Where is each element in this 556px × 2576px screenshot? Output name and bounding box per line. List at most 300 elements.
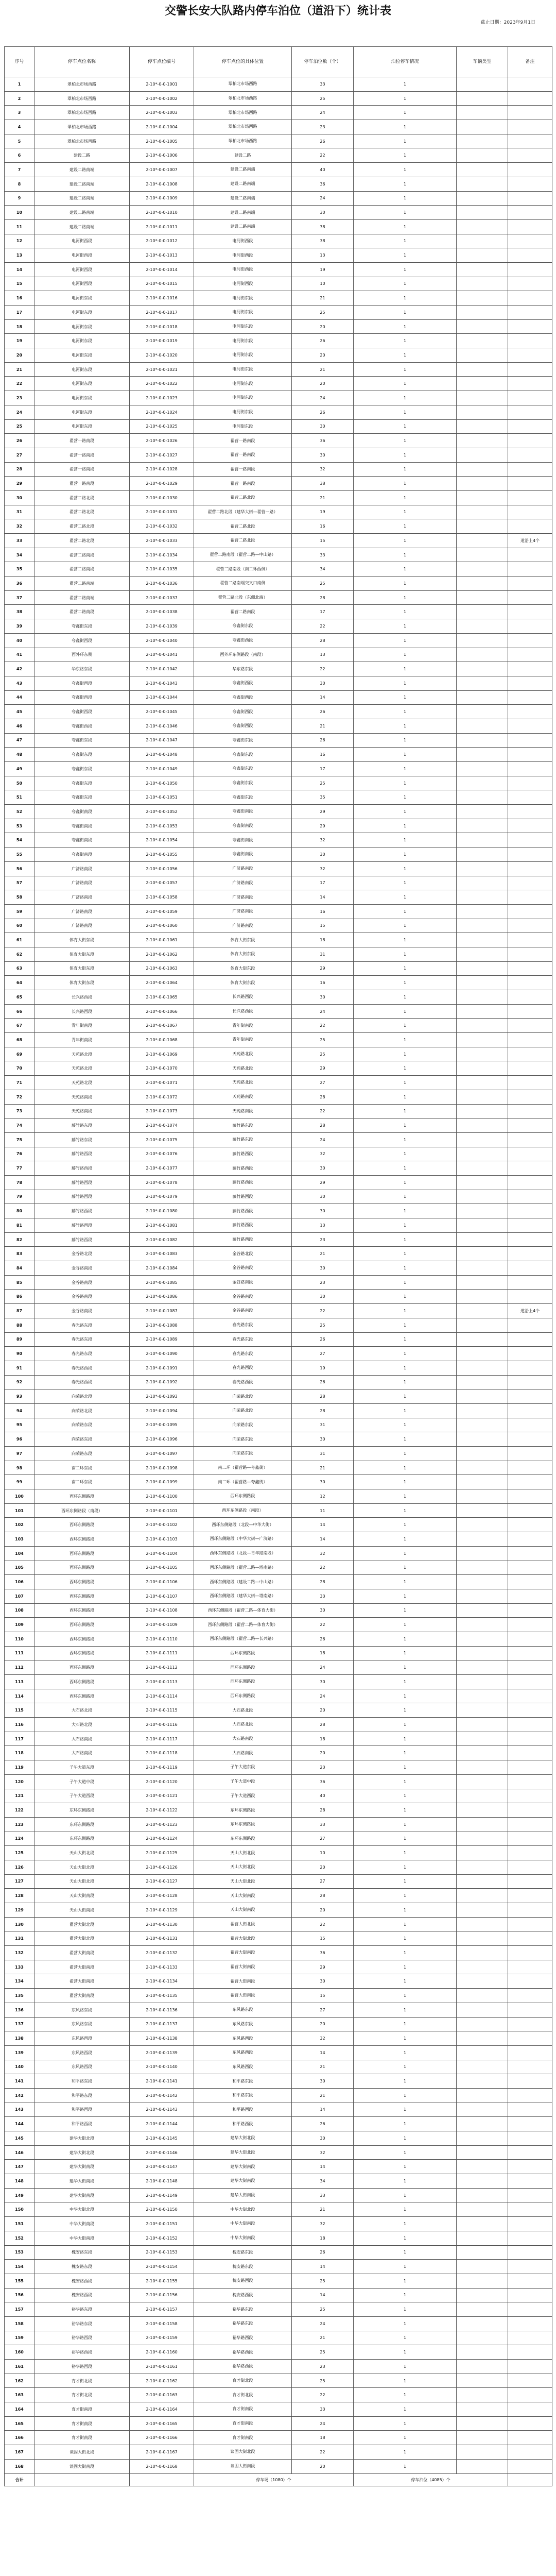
cell-name: 夸鑫街东段 (34, 776, 130, 790)
code-prefix: 2-10*-0-0- (146, 1964, 167, 1970)
cell-location: 东环东侧路段 (194, 1832, 292, 1846)
table-row (5, 762, 552, 776)
code-prefix: 2-10*-0-0- (146, 1180, 167, 1185)
cell-remark (508, 590, 552, 605)
code-prefix: 2-10*-0-0- (146, 1765, 167, 1770)
code-suffix: 1144 (167, 2122, 178, 2127)
code-suffix: 1088 (167, 1323, 178, 1328)
cell-seq: 33 (5, 534, 34, 548)
cell-vehicle (457, 1860, 508, 1874)
cell-status: 1 (354, 1247, 457, 1261)
code-suffix: 1114 (167, 1693, 178, 1699)
code-suffix: 1149 (167, 2193, 178, 2198)
code-prefix: 2-10*-0-0- (146, 1551, 167, 1556)
cell-count: 30 (292, 448, 354, 462)
cell-count: 31 (292, 1418, 354, 1432)
cell-seq: 135 (5, 1989, 34, 2003)
cell-count: 26 (292, 733, 354, 748)
code-suffix: 1123 (167, 1822, 178, 1827)
footer-spots: 停车场（1080）个 (194, 2473, 354, 2486)
cell-seq: 10 (5, 206, 34, 220)
code-prefix: 2-10*-0-0- (146, 2449, 167, 2454)
cell-name: 翟营大街北段 (34, 1931, 130, 1946)
cell-remark (508, 790, 552, 805)
cell-vehicle (457, 876, 508, 890)
cell-seq: 164 (5, 2402, 34, 2417)
code-prefix: 2-10*-0-0- (146, 1137, 167, 1142)
table-row (5, 1389, 552, 1404)
cell-count: 15 (292, 919, 354, 933)
code-suffix: 1087 (167, 1308, 178, 1313)
cell-name: 槐安路西段 (34, 2274, 130, 2288)
cell-location: 西环东侧路段 (194, 1660, 292, 1675)
cell-remark (508, 1503, 552, 1518)
code-suffix: 1078 (167, 1180, 178, 1185)
cell-count: 32 (292, 1546, 354, 1561)
cell-vehicle (457, 577, 508, 591)
cell-seq: 35 (5, 562, 34, 577)
cell-count: 17 (292, 762, 354, 776)
cell-seq: 73 (5, 1104, 34, 1118)
cell-remark (508, 1104, 552, 1118)
cell-count: 15 (292, 1989, 354, 2003)
cell-status: 1 (354, 91, 457, 106)
cell-count: 25 (292, 776, 354, 790)
cell-vehicle (457, 1532, 508, 1547)
cell-code (130, 2131, 194, 2146)
code-prefix: 2-10*-0-0- (146, 253, 167, 258)
cell-vehicle (457, 848, 508, 862)
cell-seq: 116 (5, 1718, 34, 1732)
cell-location: 东环东侧路段 (194, 1817, 292, 1832)
cell-count: 32 (292, 861, 354, 876)
cell-vehicle (457, 662, 508, 676)
cell-count: 30 (292, 1475, 354, 1489)
cell-vehicle (457, 690, 508, 705)
cell-name: 翟营大街南段 (34, 1960, 130, 1974)
cell-vehicle (457, 1432, 508, 1447)
code-prefix: 2-10*-0-0- (146, 110, 167, 115)
cell-location: 中华大街北段 (194, 2202, 292, 2217)
cell-name: 长兴路西段 (34, 990, 130, 1005)
cell-name: 电河街西段 (34, 234, 130, 248)
cell-code (130, 2431, 194, 2445)
cell-vehicle (457, 705, 508, 719)
cell-name: 槐安路东段 (34, 2260, 130, 2274)
cell-remark (508, 819, 552, 833)
cell-location: 东风路西段 (194, 2031, 292, 2046)
code-prefix: 2-10*-0-0- (146, 1066, 167, 1071)
cell-remark (508, 1375, 552, 1389)
cell-status: 1 (354, 662, 457, 676)
code-prefix: 2-10*-0-0- (146, 2207, 167, 2212)
table-row (5, 1903, 552, 1918)
code-suffix: 1147 (167, 2164, 178, 2170)
cell-remark (508, 1703, 552, 1718)
cell-remark (508, 1275, 552, 1290)
cell-code (130, 1860, 194, 1874)
cell-vehicle (457, 1960, 508, 1974)
header-remark: 备注 (508, 47, 552, 77)
cell-remark (508, 1518, 552, 1532)
table-row (5, 1803, 552, 1818)
cell-vehicle (457, 291, 508, 306)
cell-code (130, 519, 194, 534)
cell-vehicle (457, 805, 508, 819)
cell-vehicle (457, 961, 508, 976)
cell-count: 30 (292, 848, 354, 862)
footer-empty (130, 2473, 194, 2486)
cell-vehicle (457, 1689, 508, 1703)
cell-location: 中华大街南段 (194, 2231, 292, 2245)
cell-seq: 6 (5, 148, 34, 163)
cell-name: 天山大街北段 (34, 1846, 130, 1860)
cell-location: 建华大街南段 (194, 2160, 292, 2174)
cell-remark (508, 1832, 552, 1846)
code-prefix: 2-10*-0-0- (146, 809, 167, 814)
code-prefix: 2-10*-0-0- (146, 2107, 167, 2112)
table-row (5, 1774, 552, 1789)
code-suffix: 1155 (167, 2278, 178, 2283)
code-suffix: 1119 (167, 1765, 178, 1770)
table-row (5, 1061, 552, 1076)
cell-location: 电河街东段 (194, 319, 292, 334)
code-suffix: 1079 (167, 1194, 178, 1199)
cell-seq: 124 (5, 1832, 34, 1846)
table-row (5, 2088, 552, 2103)
cell-location: 翟营一路南段 (194, 434, 292, 448)
cell-count: 30 (292, 1290, 354, 1304)
cell-code (130, 1061, 194, 1076)
cell-remark (508, 648, 552, 662)
cell-location: 夸鑫街南段 (194, 848, 292, 862)
cell-vehicle (457, 1304, 508, 1318)
cell-count: 23 (292, 1232, 354, 1247)
cell-remark (508, 705, 552, 719)
table-row (5, 2217, 552, 2231)
cell-seq: 31 (5, 505, 34, 519)
code-prefix: 2-10*-0-0- (146, 623, 167, 629)
cell-status: 1 (354, 2431, 457, 2445)
cell-code (130, 377, 194, 391)
cell-code (130, 2174, 194, 2189)
cell-seq: 157 (5, 2302, 34, 2317)
cell-code (130, 1290, 194, 1304)
cell-vehicle (457, 2131, 508, 2146)
table-row (5, 1675, 552, 1689)
cell-vehicle (457, 1104, 508, 1118)
cell-vehicle (457, 2260, 508, 2274)
cell-remark (508, 262, 552, 277)
cell-seq: 151 (5, 2217, 34, 2231)
code-suffix: 1117 (167, 1736, 178, 1741)
table-row (5, 633, 552, 648)
cell-name: 天苑路北段 (34, 1047, 130, 1061)
cell-count: 16 (292, 519, 354, 534)
cell-location: 向荣路东段 (194, 1447, 292, 1461)
code-suffix: 1038 (167, 609, 178, 615)
cell-status: 1 (354, 2260, 457, 2274)
code-prefix: 2-10*-0-0- (146, 609, 167, 615)
cell-code (130, 1218, 194, 1233)
code-prefix: 2-10*-0-0- (146, 1608, 167, 1613)
cell-seq: 155 (5, 2274, 34, 2288)
cell-name: 夸鑫街东段 (34, 762, 130, 776)
cell-name: 西环东侧路段 (34, 1575, 130, 1589)
code-suffix: 1104 (167, 1551, 178, 1556)
cell-location: 西环东侧路段（翟营二路—塔南路） (194, 1561, 292, 1575)
cell-remark (508, 1603, 552, 1618)
cell-status: 1 (354, 890, 457, 905)
cell-vehicle (457, 2045, 508, 2060)
code-prefix: 2-10*-0-0- (146, 1380, 167, 1385)
cell-remark (508, 861, 552, 876)
cell-vehicle (457, 2074, 508, 2089)
cell-count: 20 (292, 2459, 354, 2473)
cell-seq: 14 (5, 262, 34, 277)
cell-status: 1 (354, 776, 457, 790)
table-row (5, 933, 552, 947)
cell-status: 1 (354, 1746, 457, 1760)
cell-count: 30 (292, 1261, 354, 1276)
cell-code (130, 776, 194, 790)
table-row (5, 1960, 552, 1974)
cell-vehicle (457, 1503, 508, 1518)
cell-name: 东风路西段 (34, 2045, 130, 2060)
cell-status: 1 (354, 1304, 457, 1318)
cell-location: 藤竹路西段 (194, 1204, 292, 1218)
cell-vehicle (457, 1132, 508, 1147)
cell-vehicle (457, 733, 508, 748)
cell-location: 广济路南段 (194, 876, 292, 890)
cell-location: 长兴路西段 (194, 1004, 292, 1019)
cell-name: 春光路西段 (34, 1361, 130, 1375)
code-prefix: 2-10*-0-0- (146, 1294, 167, 1299)
cell-location: 建设二路南端 (194, 191, 292, 206)
cell-status: 1 (354, 833, 457, 848)
cell-code (130, 234, 194, 248)
cell-count: 32 (292, 462, 354, 477)
code-prefix: 2-10*-0-0- (146, 2264, 167, 2269)
code-prefix: 2-10*-0-0- (146, 1280, 167, 1285)
code-prefix: 2-10*-0-0- (146, 1437, 167, 1442)
cell-remark (508, 2174, 552, 2189)
cell-name: 西环东侧路段 (34, 1646, 130, 1660)
table-row (5, 876, 552, 890)
code-suffix: 1125 (167, 1851, 178, 1856)
code-suffix: 1021 (167, 367, 178, 372)
cell-code (130, 1874, 194, 1889)
cell-vehicle (457, 1418, 508, 1432)
code-suffix: 1143 (167, 2107, 178, 2112)
cell-remark (508, 619, 552, 634)
cell-vehicle (457, 1361, 508, 1375)
table-row (5, 1175, 552, 1190)
code-suffix: 1132 (167, 1950, 178, 1955)
cell-vehicle (457, 419, 508, 434)
cell-code (130, 577, 194, 591)
cell-seq: 119 (5, 1760, 34, 1775)
code-suffix: 1089 (167, 1337, 178, 1342)
cell-location: 西环东侧路段 (194, 1675, 292, 1689)
cell-seq: 120 (5, 1774, 34, 1789)
cell-status: 1 (354, 2202, 457, 2217)
cell-remark (508, 1803, 552, 1818)
cell-name: 大石路南段 (34, 1732, 130, 1746)
cell-name: 南二环东段 (34, 1461, 130, 1475)
cell-seq: 98 (5, 1461, 34, 1475)
cell-code (130, 648, 194, 662)
table-row (5, 577, 552, 591)
cell-count: 30 (292, 1603, 354, 1618)
cell-location: 夸鑫街东段 (194, 748, 292, 762)
cell-name: 夸鑫街南段 (34, 848, 130, 862)
code-prefix: 2-10*-0-0- (146, 1580, 167, 1585)
code-suffix: 1060 (167, 923, 178, 928)
cell-count: 25 (292, 2302, 354, 2317)
cell-count: 18 (292, 2231, 354, 2245)
cell-vehicle (457, 1974, 508, 1989)
cell-location: 建设二路南端 (194, 219, 292, 234)
cell-code (130, 2217, 194, 2231)
cell-vehicle (457, 562, 508, 577)
code-prefix: 2-10*-0-0- (146, 1365, 167, 1370)
cell-status: 1 (354, 919, 457, 933)
cell-seq: 108 (5, 1603, 34, 1618)
cell-seq: 50 (5, 776, 34, 790)
code-prefix: 2-10*-0-0- (146, 296, 167, 301)
cell-seq: 166 (5, 2431, 34, 2445)
cell-name: 春光路东段 (34, 1332, 130, 1347)
cell-count: 25 (292, 91, 354, 106)
cell-code (130, 919, 194, 933)
code-suffix: 1050 (167, 781, 178, 786)
cell-location: 电河街东段 (194, 334, 292, 348)
cell-location: 藤竹路西段 (194, 1175, 292, 1190)
cell-remark (508, 890, 552, 905)
cell-name: 向荣路北段 (34, 1403, 130, 1418)
code-prefix: 2-10*-0-0- (146, 980, 167, 986)
cell-code (130, 2345, 194, 2360)
cell-remark (508, 234, 552, 248)
code-prefix: 2-10*-0-0- (146, 338, 167, 344)
cell-seq: 104 (5, 1546, 34, 1561)
cell-name: 西环东侧路段 (34, 1489, 130, 1504)
cell-name: 春光路西段 (34, 1375, 130, 1389)
cell-count: 14 (292, 2260, 354, 2274)
cell-count: 24 (292, 391, 354, 405)
code-prefix: 2-10*-0-0- (146, 2464, 167, 2469)
cell-status: 1 (354, 2103, 457, 2117)
code-prefix: 2-10*-0-0- (146, 139, 167, 144)
cell-status: 1 (354, 961, 457, 976)
table-row (5, 2145, 552, 2160)
table-row (5, 1275, 552, 1290)
cell-seq: 15 (5, 277, 34, 291)
code-prefix: 2-10*-0-0- (146, 2335, 167, 2341)
cell-status: 1 (354, 1261, 457, 1276)
code-prefix: 2-10*-0-0- (146, 1536, 167, 1541)
cell-vehicle (457, 1161, 508, 1176)
code-suffix: 1102 (167, 1522, 178, 1528)
cell-seq: 80 (5, 1204, 34, 1218)
cell-count: 25 (292, 2374, 354, 2388)
cell-name: 翟营大街南段 (34, 1989, 130, 2003)
cell-code (130, 334, 194, 348)
code-suffix: 1084 (167, 1265, 178, 1270)
cell-location: 藤竹路西段 (194, 1232, 292, 1247)
cell-count: 21 (292, 1461, 354, 1475)
code-suffix: 1026 (167, 438, 178, 444)
cell-name: 青年街南段 (34, 1019, 130, 1033)
cell-status: 1 (354, 548, 457, 562)
cell-remark (508, 662, 552, 676)
cell-location: 天苑路南段 (194, 1090, 292, 1104)
cell-location: 东风路西段 (194, 2060, 292, 2074)
cell-location: 金谷路南段 (194, 1275, 292, 1290)
code-suffix: 1017 (167, 310, 178, 315)
cell-seq: 75 (5, 1132, 34, 1147)
table-row (5, 676, 552, 690)
cell-vehicle (457, 2088, 508, 2103)
table-row (5, 277, 552, 291)
cell-code (130, 676, 194, 690)
cell-status: 1 (354, 2402, 457, 2417)
cell-seq: 81 (5, 1218, 34, 1233)
table-row (5, 1190, 552, 1204)
cell-code (130, 106, 194, 120)
cell-count: 33 (292, 1589, 354, 1603)
header-count: 停车泊位数（个） (292, 47, 354, 77)
cell-seq: 123 (5, 1817, 34, 1832)
cell-seq: 2 (5, 91, 34, 106)
cell-location: 体育大街东段 (194, 976, 292, 990)
cell-code (130, 462, 194, 477)
cell-seq: 129 (5, 1903, 34, 1918)
cell-location: 广济路南段 (194, 890, 292, 905)
table-row (5, 1989, 552, 2003)
cell-location: 天山大街南段 (194, 1889, 292, 1903)
cell-status: 1 (354, 120, 457, 134)
cell-name: 槐安路东段 (34, 2245, 130, 2260)
code-suffix: 1055 (167, 852, 178, 857)
cell-seq: 42 (5, 662, 34, 676)
code-prefix: 2-10*-0-0- (146, 1465, 167, 1470)
table-row (5, 519, 552, 534)
code-prefix: 2-10*-0-0- (146, 1836, 167, 1841)
cell-location: 春光路西段 (194, 1375, 292, 1389)
header-seq: 序号 (5, 47, 34, 77)
cell-name: 长兴路西段 (34, 1004, 130, 1019)
code-prefix: 2-10*-0-0- (146, 567, 167, 572)
cell-name: 翟营一路南段 (34, 448, 130, 462)
cell-code (130, 1618, 194, 1632)
cell-name: 藤竹路西段 (34, 1218, 130, 1233)
code-prefix: 2-10*-0-0- (146, 438, 167, 444)
cell-count: 32 (292, 2145, 354, 2160)
table-row (5, 1789, 552, 1803)
code-suffix: 1105 (167, 1565, 178, 1570)
code-prefix: 2-10*-0-0- (146, 952, 167, 957)
code-suffix: 1015 (167, 281, 178, 286)
code-suffix: 1098 (167, 1465, 178, 1470)
cell-count: 16 (292, 748, 354, 762)
cell-vehicle (457, 2388, 508, 2402)
code-prefix: 2-10*-0-0- (146, 395, 167, 400)
cell-status: 1 (354, 933, 457, 947)
code-suffix: 1082 (167, 1237, 178, 1242)
cell-name: 建设二路 (34, 148, 130, 163)
